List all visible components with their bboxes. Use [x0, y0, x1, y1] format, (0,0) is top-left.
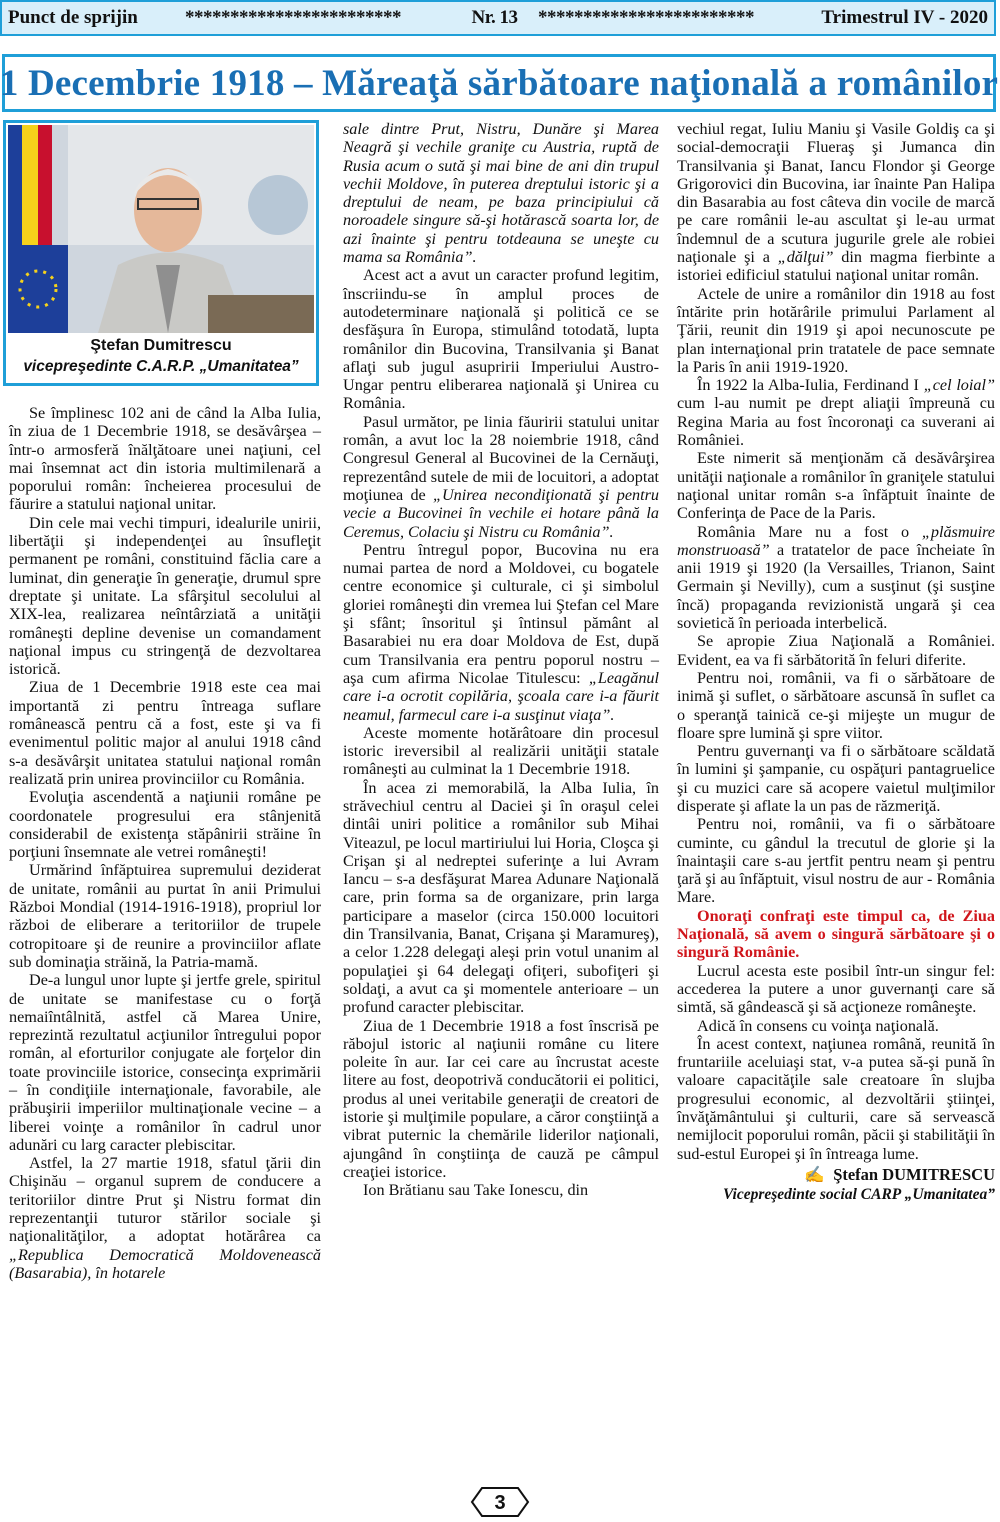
quote: „Leagănul care i-a ocrotit copilăria, şcoala care i-a făurit neamul, farmecul care i-a susţinut viaţa”. — [343, 668, 660, 724]
paragraph: Pentru noi, românii, va fi o sărbătoare de inimă şi suflet, o sărbătoare ascunsă în suflet ca o speranţă tainică ce-şi mijeşte un mugur de floare spre lumină şi spre viitor. — [677, 668, 995, 742]
paragraph: Din cele mai vechi timpuri, idealurile unirii, libertăţii şi independenţei au însufleţit permanent pe români, constituind făclia care a luminat, din generaţie în generaţie, drumul spre dreptate şi unitate. La sfârşitul secolului al XIX-lea, realizarea neîntârziată a unităţii româneşti depline devenise un comandament naţional impus cu stringenţă de dezvoltarea istorică. — [9, 513, 321, 679]
quote: „cel loial” — [923, 376, 995, 395]
header-separator-left: ************************ — [185, 7, 401, 28]
paragraph: Pentru guvernanţi va fi o sărbătoare scăldată în lumini şi şampanie, cu ospăţuri pantagruelice şi cu muzici care să acopere vaietul mulţimilor disperate şi aflate la un pas de răzmeriţă. — [677, 742, 995, 815]
issue-quarter: Trimestrul IV - 2020 — [821, 7, 988, 28]
paragraph-text: Pentru întregul popor, Bucovina nu era numai partea de nord a Moldovei, cu bogatele centre economice şi culturale, ci şi simbolul gloriei româneşti din vremea lui Ştefan cel Mare şi sfânt; însoritul şi întinsul pământ al Basarabiei nu era doar Moldova de Est, după cum Transilvania era pentru poporul nostru – aşa cum afirma Nicolae Titulescu: — [343, 540, 659, 687]
author-photo — [8, 125, 314, 333]
article-column-1 — [9, 404, 321, 1282]
writing-hand-icon: ✍ — [804, 1164, 825, 1184]
signature — [677, 1165, 995, 1185]
caption-name: Ştefan Dumitrescu — [90, 337, 232, 354]
article-column-3 — [677, 120, 995, 1205]
paragraph: Ziua de 1 Decembrie 1918 a fost înscrisă pe răbojul istoric al naţiunii române cu litere poleite în aur. Iar cei care au încrustat aceste litere au fost, deopotrivă conducătorii ei politici, produs al unei veritabile generaţii de creatori de istorie şi mulţimile populare, a căror conştiinţă a vibrat puternic la chemările liderilor naţionali, ajungând în conştiinţa de cauză pe câmpul creaţiei istorice. — [343, 1016, 659, 1181]
page-number: 3 — [494, 1492, 506, 1514]
paragraph-text: cum l-au numit pe drept aliaţii împreună cu Regina Maria au fost încoronaţi ca suverani ai României. — [677, 394, 995, 450]
quote: „plăsmuire monstruoasă” — [677, 522, 995, 559]
article-title: 1 Decembrie 1918 – Măreaţă sărbătoare naţională a românilor — [0, 62, 999, 104]
paragraph: Ziua de 1 Decembrie 1918 este cea mai importantă zi pentru întreaga suflare românească pentru că a fost, este şi va fi evenimentul politic major al anului 1918 când s-a desăvârşit unitatea statului naţional român realizată prin unirea provinciilor cu România. — [9, 678, 321, 788]
paragraph-text: Pasul următor, pe linia făuririi statului unitar român, a avut loc la 28 noiembrie 1918, când Congresul General al Bucovinei de la Cernăuţi, reprezentând sutele de mii de locuitori, a adoptat moţiunea de — [343, 412, 659, 504]
paragraph — [677, 120, 995, 285]
paragraph: Acest act a avut un caracter profund legitim, înscriindu-se în amplul proces de autodeterminare naţională şi politică ce se desfăşura în Europa, stimulând totodată, lupta românilor din Bucovina, Transilvania şi Banat aflaţi sub jugul asupririi Imperiului Austro-Ungar pentru eliberarea naţională şi Unirea cu România. — [343, 266, 659, 413]
paragraph: În acea zi memorabilă, la Alba Iulia, în străvechiul centru al Daciei şi în oraşul celei dintâi uniri politice a românilor sub Mihai Viteazul, pe locul martiriului lui Horia, Cloşca şi Crişan şi al nedreptei suferinţe a lui Avram Iancu – s-a desfăşurat Marea Adunare Naţională care, prin forma sa de organizare, prin larga participare a maselor (circa 150.000 locuitori din Transilvania, Banat, Crişana şi Maramureş), a celor 1.228 delegaţi aleşi prin votul unanim al populaţiei şi 64 delegaţi ofiţeri, subofiţeri şi soldaţi, a avut ca şi momentele anterioare – un profund caracter plebiscitar. — [343, 778, 659, 1017]
signature-role: Vicepreşedinte social CARP „Umanitatea” — [723, 1185, 995, 1203]
paragraph — [343, 413, 659, 541]
paragraph: Aceste momente hotărâtoare din procesul istoric ireversibil al realizării unităţii statale româneşti au culminat la 1 Decembrie 1918. — [343, 723, 659, 779]
paragraph — [343, 541, 659, 724]
paragraph: Adică în consens cu voinţa naţională. — [697, 1016, 939, 1035]
page-number-badge — [470, 1487, 530, 1517]
paragraph: Este nimerit să menţionăm că desăvârşirea unităţii naţionale a românilor în graniţele statului naţional unitar român s-a înfăptuit înainte de Conferinţa de Pace de la Paris. — [677, 449, 995, 523]
highlighted-paragraph: Onoraţi confraţi este timpul ca, de Ziua Naţională, să avem o singură sărbătoare şi o singură Românie. — [677, 906, 995, 962]
paragraph — [343, 120, 659, 266]
paragraph-text: vechiul regat, Iuliu Maniu şi Vasile Goldiş ca şi social-democraţii Flueraş şi Jumanca din Transilvania şi Banat, Iancu Flondor şi George Grigorovici din Bucovina, iar înainte Pan Halipa din Basarabia au fost câteva din vocile de marcă pe care românii le-au ascultat şi le-au urmat îndemnul de a scutura jugurile grele ale robiei naţionale şi a — [677, 120, 995, 267]
paragraph — [677, 523, 995, 633]
photo-caption — [6, 335, 316, 377]
paragraph-text: din magma fierbinte a istoriei edificiul statului naţional unitar român. — [677, 248, 996, 285]
author-photo-frame — [3, 120, 319, 386]
caption-role: vicepreşedinte C.A.R.P. „Umanitatea” — [23, 358, 299, 375]
portrait-illustration — [8, 125, 314, 333]
article-column-2 — [343, 120, 659, 1200]
issue-header — [0, 0, 996, 36]
paragraph — [9, 1154, 321, 1282]
paragraph: În acest context, naţiunea română, reunită în fruntariile aceluiaşi stat, v-a putea să-şi pună în valoare capacităţile sale creatoare în slujba progresului economic, al dezvoltării ştiinţei, învăţământului şi culturii, care să servească nemijlocit poporului român, păcii şi stabilităţii în sud-estul Europei şi în întreaga lume. — [677, 1034, 995, 1163]
quote: „Unirea necondiţionată şi pentru vecie a Bucovinei în vechile ei hotare până la Ceremus, Colaciu şi Nistru cu România”. — [343, 485, 660, 541]
paragraph-text: România Mare nu a fost o — [697, 522, 910, 541]
paragraph: Urmărind înfăptuirea supremului deziderat de unitate, românii au purtat în anii Primului Război Mondial (1914-1916-1918), propriul lor război de eliberare a teritoriilor de trupele cotropitoare şi de reunire a provinciilor aflate sub dominaţia străină, la Patria-mamă. — [9, 861, 321, 971]
page-number-shape — [470, 1487, 530, 1517]
quote: „Republica Democratică Moldovenească (Basarabia), în hotarele — [9, 1245, 321, 1282]
paragraph-text: În 1922 la Alba-Iulia, Ferdinand I — [697, 376, 919, 395]
header-separator-right: ************************ — [538, 7, 754, 28]
paragraph: Pentru noi, românii, va fi o sărbătoare cuminte, cu gândul la trecutul de glorie şi la înaintaşii care s-au jertfit pentru neam şi pentru ţară şi au înfăptuit, visul nostru de aur - România Mare. — [677, 815, 995, 907]
signature-name: Ştefan DUMITRESCU — [833, 1164, 995, 1184]
paragraph: Actele de unire a românilor din 1918 au fost întărite prin hotărârile primului Parlament al Ţării, reunit din 1919 şi apoi necunoscute pe plan internaţional prin tratatele de pace semnate la Paris în anii 1919-1920. — [677, 284, 995, 376]
quote: sale dintre Prut, Nistru, Dunăre şi Marea Neagră şi vechile graniţe cu Austria, ruptă de Rusia acum o sută şi mai bine de ani din trupul vechii Moldove, în puterea dreptului istoric şi a dreptului de neam, pe baza principiului că noroadele singure să-şi hotărască soarta lor, de azi înainte şi pentru totdeauna se uneşte cu mama sa România”. — [343, 120, 659, 267]
paragraph-text: a tratatelor de pace încheiate în anii 1919 şi 1920 (la Versailles, Trianon, Saint Germain şi Nevilly), cum a susţinut (şi susţine încă) propaganda revizionistă ungară şi cea sovietică în perioada interbelică. — [677, 540, 996, 633]
paragraph-text: Astfel, la 27 martie 1918, sfatul ţării din Chişinău – organul suprem de conducere a teritoriilor dintre Prut şi Nistru format din reprezentanţii tuturor stărilor sociale şi naţionalităţilor, a adoptat hotărârea ca — [9, 1154, 321, 1246]
article-title-box — [0, 54, 999, 112]
paragraph: De-a lungul unor lupte şi jertfe grele, spiritul de unitate se manifestase cu o forţă nemaiîntâlnită, astfel că Marea Unire, reprezintă rezultatul acţiunilor întregului popor român, al eforturilor conjugate ale forţelor din toate provinciile istorice, consecinţa exprimării – în condiţiile internaţionale, favorabile, ale prăbuşirii imperiilor multinaţionale vecine – a liberei voinţe a românilor în cadrul unor adunări cu larg caracter plebiscitar. — [9, 971, 321, 1154]
paragraph: Lucrul acesta este posibil într-un singur fel: accederea la putere a unor guvernanţi care să simtă, să gândească şi să acţioneze româneşte. — [677, 961, 995, 1017]
issue-number: Nr. 13 — [471, 7, 518, 28]
paragraph: Ion Brătianu sau Take Ionescu, din — [363, 1181, 589, 1200]
publication-name: Punct de sprijin — [8, 7, 138, 28]
paragraph — [677, 376, 995, 449]
quote: „dălţui” — [777, 248, 834, 267]
paragraph: Evoluţia ascendentă a naţiunii române pe coordonatele progresului era stânjenită considerabil de existenţa stăpânirii străine în porţiuni însemnate ale vetrei româneşti! — [9, 788, 321, 862]
paragraph: Se împlinesc 102 ani de când la Alba Iulia, în ziua de 1 Decembrie 1918, se desăvârşea – într-o armosferă înălţătoare unei naţiuni, cel mai însemnat act din istoria multimilenară a poporului român: încheierea procesului de făurire a statului naţional unitar. — [9, 404, 321, 514]
paragraph: Se apropie Ziua Naţională a României. Evident, ea va fi sărbătorită în feluri diferite. — [677, 632, 995, 669]
